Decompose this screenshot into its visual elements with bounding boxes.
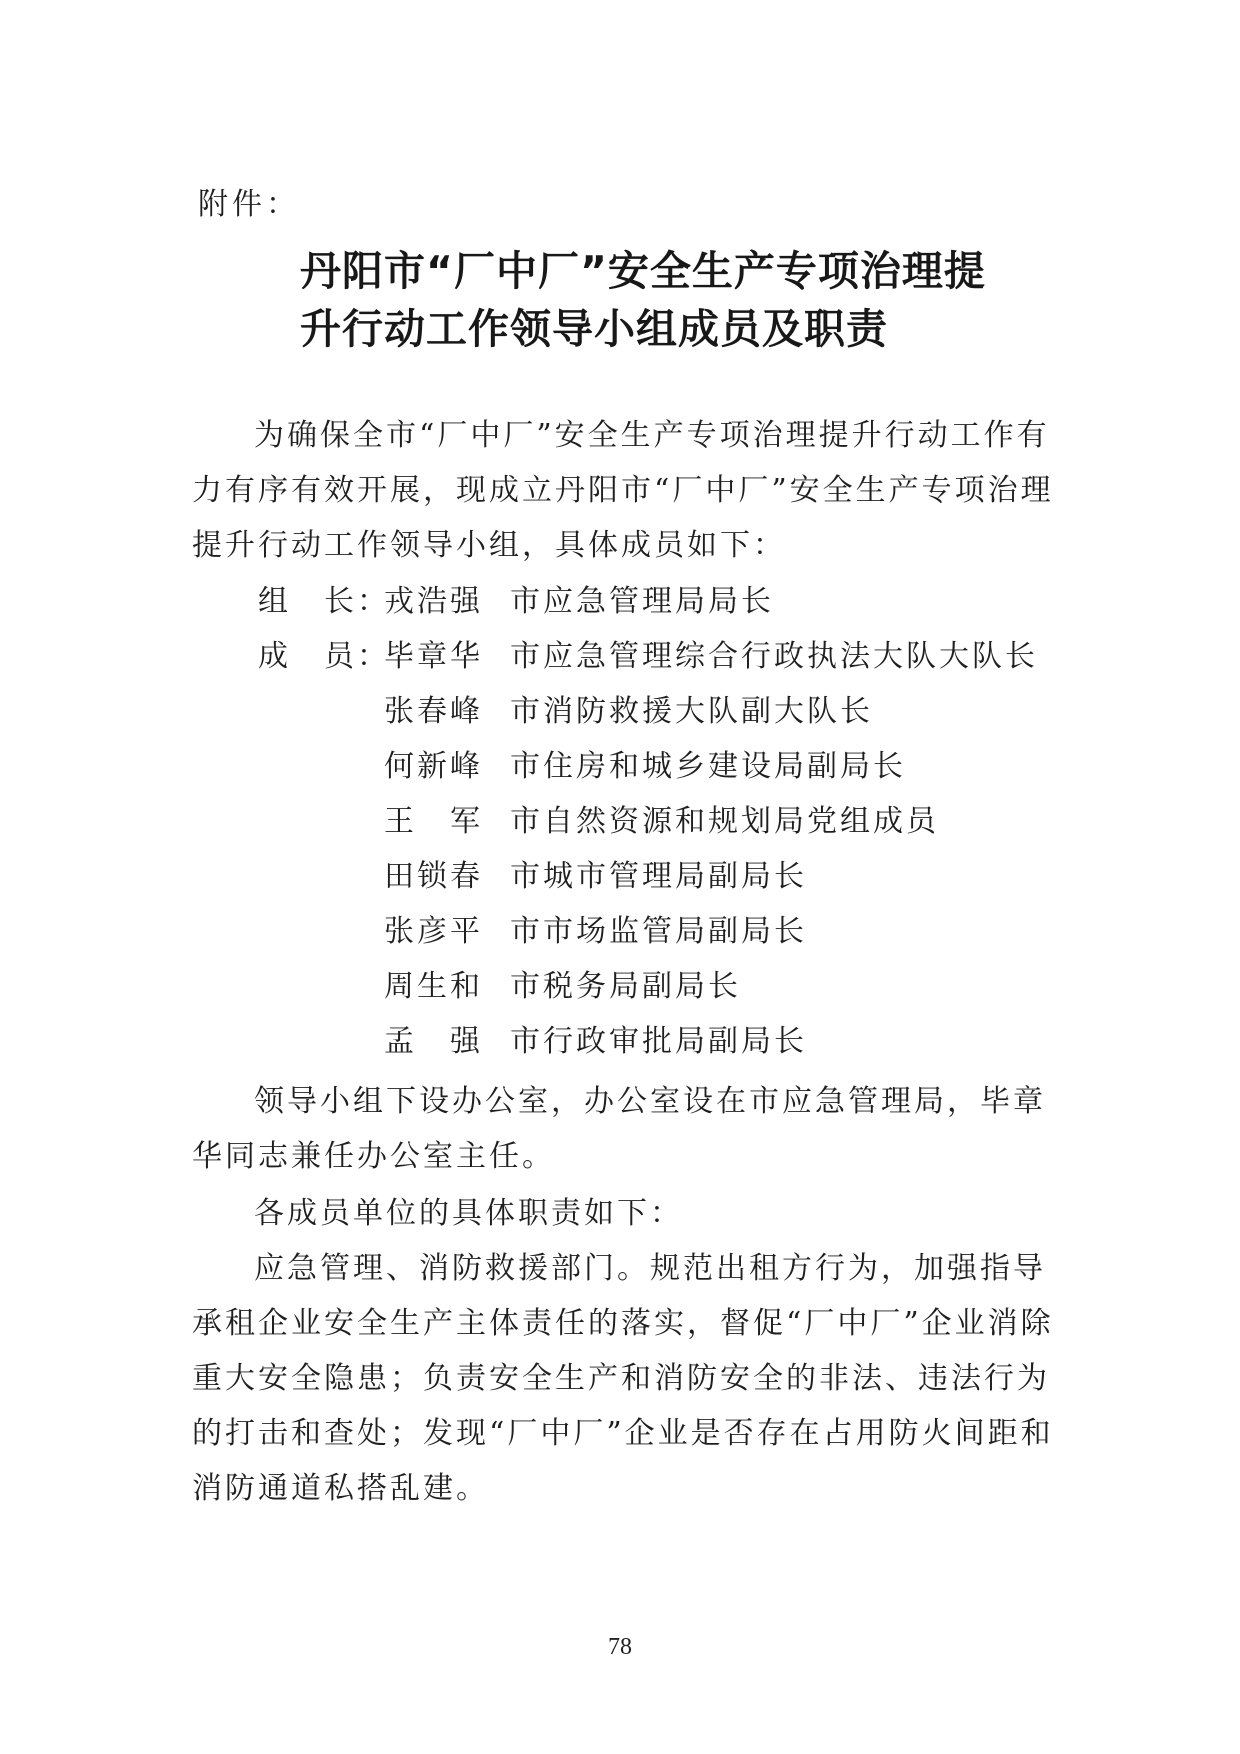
duties-line: 消防通道私搭乱建。 — [192, 1471, 489, 1506]
member-row — [0, 1014, 1240, 1069]
member-post: 市税务局副局长 — [510, 969, 741, 1004]
member-name: 周生和 — [384, 969, 483, 1004]
duties-intro-paragraph — [192, 1186, 1032, 1241]
member-name: 戎浩强 — [384, 584, 483, 619]
duties-line: 承租企业安全生产主体责任的落实，督促“厂中厂”企业消除 — [192, 1306, 1054, 1341]
member-row — [0, 849, 1240, 904]
member-row — [0, 574, 1240, 629]
duties-intro-line: 各成员单位的具体职责如下： — [254, 1196, 683, 1231]
intro-line: 为确保全市“厂中厂”安全生产专项治理提升行动工作有 — [254, 418, 1050, 453]
duties-line: 的打击和查处；发现“厂中厂”企业是否存在占用防火间距和 — [192, 1416, 1054, 1451]
member-row — [0, 684, 1240, 739]
member-row — [0, 739, 1240, 794]
page-number: 78 — [608, 1634, 632, 1660]
member-post: 市市场监管局副局长 — [510, 914, 807, 949]
intro-line: 提升行动工作领导小组，具体成员如下： — [192, 528, 786, 563]
member-post: 市自然资源和规划局党组成员 — [510, 804, 939, 839]
member-post: 市城市管理局副局长 — [510, 859, 807, 894]
member-name: 毕章华 — [384, 639, 483, 674]
member-post: 市应急管理局局长 — [510, 584, 774, 619]
member-name: 孟 强 — [384, 1024, 483, 1059]
office-line: 领导小组下设办公室，办公室设在市应急管理局，毕章 — [254, 1084, 1046, 1119]
intro-paragraph — [192, 408, 1054, 573]
member-name: 张春峰 — [384, 694, 483, 729]
title-line-2: 升行动工作领导小组成员及职责 — [300, 305, 888, 353]
member-list — [0, 574, 1240, 1069]
duties-line: 重大安全隐患；负责安全生产和消防安全的非法、违法行为 — [192, 1361, 1050, 1396]
member-name: 田锁春 — [384, 859, 483, 894]
member-role: 组 长： — [258, 584, 390, 619]
document-title — [300, 242, 1060, 358]
member-post: 市消防救援大队副大队长 — [510, 694, 873, 729]
office-line: 华同志兼任办公室主任。 — [192, 1139, 555, 1174]
title-line-1: 丹阳市“厂中厂”安全生产专项治理提 — [300, 247, 986, 295]
member-row — [0, 904, 1240, 959]
duties-line: 应急管理、消防救援部门。规范出租方行为，加强指导 — [254, 1251, 1046, 1286]
member-row — [0, 959, 1240, 1014]
attachment-label: 附件： — [198, 187, 300, 222]
member-post: 市应急管理综合行政执法大队大队长 — [510, 639, 1038, 674]
member-row — [0, 794, 1240, 849]
member-name: 王 军 — [384, 804, 483, 839]
office-paragraph — [192, 1074, 1046, 1184]
member-post: 市住房和城乡建设局副局长 — [510, 749, 906, 784]
member-post: 市行政审批局副局长 — [510, 1024, 807, 1059]
member-name: 何新峰 — [384, 749, 483, 784]
duties-paragraph — [192, 1241, 1054, 1516]
member-role: 成 员： — [258, 639, 390, 674]
intro-line: 力有序有效开展，现成立丹阳市“厂中厂”安全生产专项治理 — [192, 473, 1054, 508]
member-name: 张彦平 — [384, 914, 483, 949]
member-row — [0, 629, 1240, 684]
